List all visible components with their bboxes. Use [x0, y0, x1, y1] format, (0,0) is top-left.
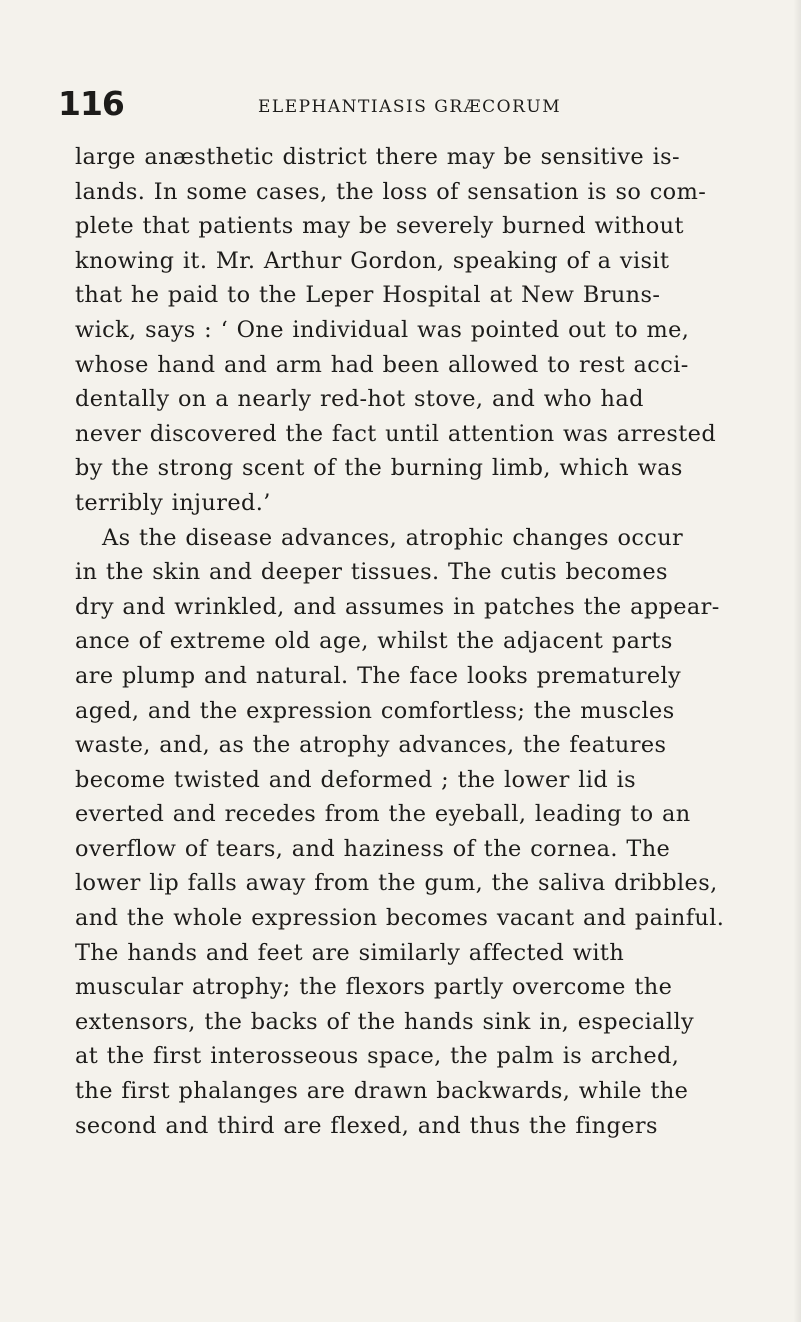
text-line: waste, and, as the atrophy advances, the features	[75, 732, 667, 759]
text-line: everted and recedes from the eyeball, leading to an	[75, 801, 691, 828]
running-title: ELEPHANTIASIS GRÆCORUM	[258, 97, 562, 117]
text-line: aged, and the expression comfortless; the muscles	[75, 697, 675, 724]
text-line: knowing it. Mr. Arthur Gordon, speaking of a visit	[75, 247, 670, 274]
text-line: never discovered the fact until attention was arrested	[75, 420, 717, 447]
text-line: terribly injured.’	[75, 489, 271, 516]
text-line: wick, says : ‘ One individual was pointed out to me,	[75, 316, 690, 343]
text-line: by the strong scent of the burning limb, which was	[75, 455, 683, 482]
text-line: plete that patients may be severely burned without	[75, 213, 684, 240]
paragraph-start-line: As the disease advances, atrophic changes occur	[102, 524, 684, 551]
text-line: dentally on a nearly red-hot stove, and who had	[75, 386, 644, 413]
text-line: lower lip falls away from the gum, the saliva dribbles,	[75, 870, 718, 897]
page-number: 116	[58, 84, 124, 123]
text-line: become twisted and deformed ; the lower lid is	[75, 766, 637, 793]
text-line: ance of extreme old age, whilst the adjacent parts	[75, 628, 673, 655]
text-line: lands. In some cases, the loss of sensation is so com-	[75, 178, 707, 205]
text-line: overflow of tears, and haziness of the cornea. The	[75, 835, 671, 862]
text-line: extensors, the backs of the hands sink in, especially	[75, 1008, 695, 1035]
text-line: in the skin and deeper tissues. The cutis becomes	[75, 559, 668, 586]
text-line: and the whole expression becomes vacant and painful.	[75, 905, 725, 932]
text-line: the first phalanges are drawn backwards, while the	[75, 1078, 689, 1105]
page-header	[58, 84, 748, 134]
page-edge-shadow	[793, 0, 801, 1322]
text-line: whose hand and arm had been allowed to rest acci-	[75, 351, 689, 378]
text-line: muscular atrophy; the flexors partly overcome the	[75, 974, 673, 1001]
text-line: dry and wrinkled, and assumes in patches the appear-	[75, 593, 720, 620]
text-line: The hands and feet are similarly affected with	[75, 939, 625, 966]
body-text	[75, 140, 785, 1143]
text-line: large anæsthetic district there may be sensitive is-	[75, 144, 681, 170]
text-line: that he paid to the Leper Hospital at New Bruns-	[75, 282, 661, 309]
text-line: second and third are flexed, and thus the fingers	[75, 1112, 658, 1139]
text-line: at the first interosseous space, the palm is arched,	[75, 1043, 680, 1070]
text-line: are plump and natural. The face looks prematurely	[75, 662, 682, 689]
